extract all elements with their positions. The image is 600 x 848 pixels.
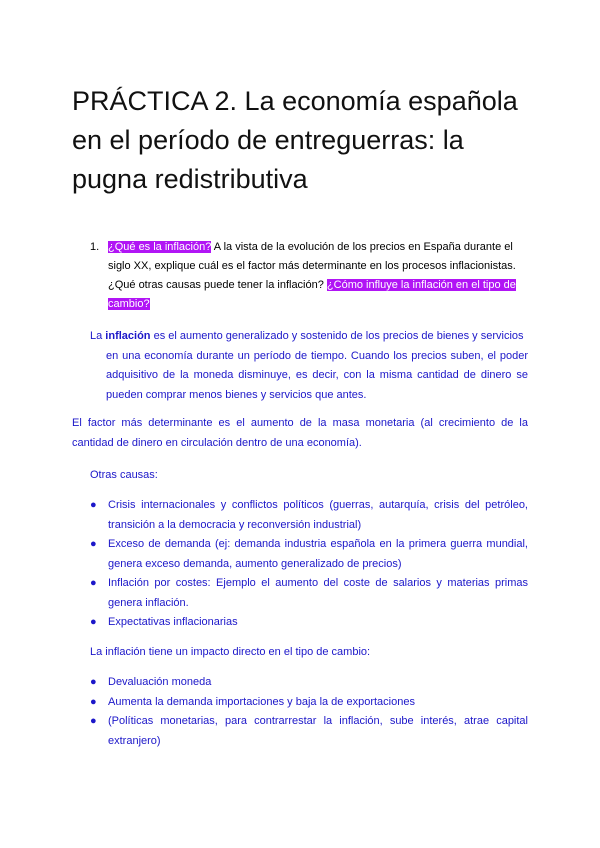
- list-item-text: Exceso de demanda (ej: demanda industria española en la primera guerra mundial, genera exceso demanda, aumento generalizado de precios): [108, 538, 528, 570]
- highlight-exchange-rate: ¿Cómo influye la inflación en el tipo de cambio?: [108, 279, 516, 310]
- list-item: [90, 673, 528, 693]
- other-causes-list: [90, 496, 528, 633]
- list-item-text: Devaluación moneda: [108, 676, 212, 688]
- bullet-icon: ●: [90, 676, 97, 688]
- exchange-rate-heading: La inflación tiene un impacto directo en el tipo de cambio:: [90, 646, 371, 658]
- list-item: [90, 693, 528, 713]
- exchange-rate-list: [90, 673, 528, 751]
- list-item-text: (Políticas monetarias, para contrarrestar la inflación, sube interés, atrae capital extranjero): [108, 715, 528, 747]
- list-item-text: Aumenta la demanda importaciones y baja la de exportaciones: [108, 695, 415, 708]
- question-text: [108, 238, 526, 314]
- bullet-icon: ●: [90, 577, 97, 589]
- page-title: PRÁCTICA 2. La economía española en el período de entreguerras: la pugna redistributiva: [72, 86, 518, 194]
- question-body: A la vista de la evolución de los precios en España durante el siglo XX, explique cuál es el factor más determinante en los procesos inflacionistas. ¿Qué otras causas puede tener la inflación?: [108, 241, 516, 291]
- definition-rest: en una economía durante un período de tiempo. Cuando los precios suben, el poder adquisitivo de la moneda disminuye, es decir, con la misma cantidad de dinero se pueden comprar menos bienes y servicios que antes.: [106, 349, 528, 401]
- list-item: [90, 496, 528, 535]
- main-factor-paragraph: El factor más determinante es el aumento de la masa monetaria (al crecimiento de la cantidad de dinero en circulación dentro de una economía).: [72, 417, 528, 449]
- bullet-icon: ●: [90, 715, 97, 727]
- list-item: [90, 712, 528, 751]
- highlight-what-is-inflation: ¿Qué es la inflación?: [108, 241, 212, 253]
- list-item-text: Inflación por costes: Ejemplo el aumento del coste de salarios y materias primas genera inflación.: [108, 577, 528, 609]
- definition-prefix: La: [90, 330, 106, 342]
- bullet-icon: ●: [90, 499, 97, 511]
- list-item: [90, 613, 528, 633]
- question-number: 1.: [90, 241, 100, 253]
- other-causes-heading: Otras causas:: [90, 469, 158, 481]
- list-item: [90, 574, 528, 613]
- list-item: [90, 535, 528, 574]
- list-item-text: Crisis internacionales y conflictos políticos (guerras, autarquía, crisis del petróleo, transición a la democracia y reconversión industrial): [108, 499, 528, 531]
- definition-first-line: es el aumento generalizado y sostenido de los precios de bienes y servicios: [150, 330, 524, 342]
- inflation-definition: [90, 327, 528, 405]
- bullet-icon: ●: [90, 616, 97, 628]
- bullet-icon: ●: [90, 695, 97, 708]
- bullet-icon: ●: [90, 538, 97, 550]
- list-item-text: Expectativas inflacionarias: [108, 616, 238, 628]
- definition-keyword: inflación: [105, 330, 151, 342]
